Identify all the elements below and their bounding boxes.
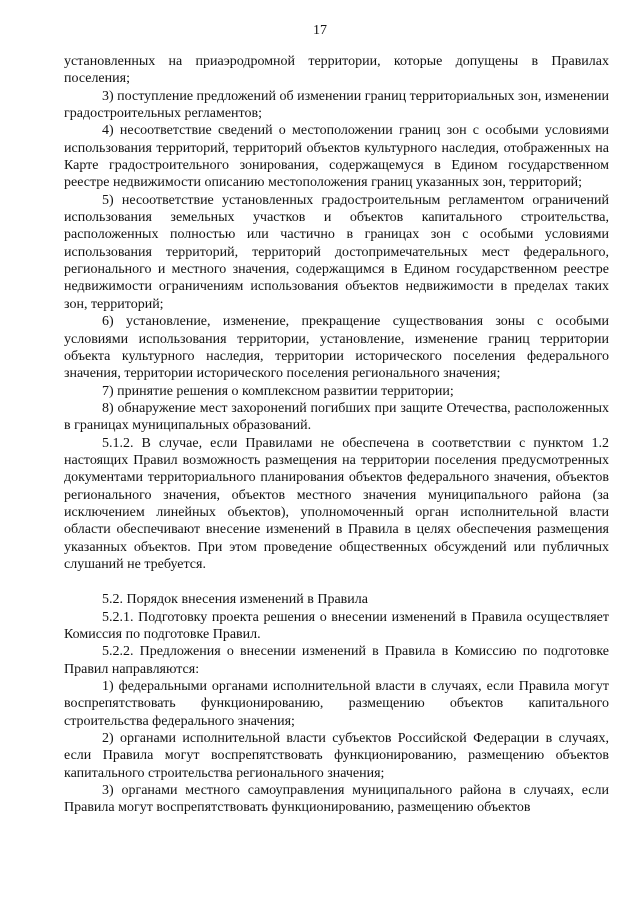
- paragraph: 3) поступление предложений об изменении границ территориальных зон, изменении градостроительных регламентов;: [64, 88, 610, 122]
- paragraph: 8) обнаружение мест захоронений погибших при защите Отечества, расположенных в границах муниципальных образований.: [64, 400, 609, 434]
- paragraph-block-amendment-grounds: [64, 53, 609, 573]
- paragraph: 2) органами исполнительной власти субъектов Российской Федерации в случаях, если Правила могут воспрепятствовать функционированию, размещению объектов капитального строительства регионального значения;: [64, 731, 609, 781]
- document-body: [64, 53, 609, 817]
- paragraph: 5.1.2. В случае, если Правилами не обеспечена в соответствии с пунктом 1.2 настоящих Правил возможность размещения на территории поселения предусмотренных документами территориального планирования объектов федерального значения, объектов регионального значения, объектов местного значения муниципального района (за исключением линейных объектов), уполномоченный орган исполнительной власти области обеспечивают внесение изменений в Правила в целях обеспечения размещения указанных объектов. При этом проведение общественных обсуждений или публичных слушаний не требуется.: [64, 435, 609, 572]
- paragraph: 5.2.1. Подготовку проекта решения о внесении изменений в Правила осуществляет Комиссия по подготовке Правил.: [64, 609, 609, 642]
- paragraph: 7) принятие решения о комплексном развитии территории;: [102, 383, 454, 399]
- paragraph: 5) несоответствие установленных градостроительным регламентом ограничений использования земельных участков и объектов капитального строительства, расположенных полностью или частично в границах зон с особыми условиями использования территорий, территорий достопримечательных мест федерального, регионального и местного значения, содержащимся в Едином государственном реестре недвижимости ограничениям использования объектов недвижимости в пределах таких зон, территорий;: [64, 192, 609, 312]
- paragraph: 6) установление, изменение, прекращение существования зоны с особыми условиями использования территории, установление, изменение границ территории объекта культурного наследия, территории исторического поселения федерального значения, территории исторического поселения регионального значения;: [64, 314, 609, 382]
- paragraph: установленных на приаэродромной территории, которые допущены в Правилах поселения;: [64, 54, 609, 87]
- page-number: 17: [313, 23, 327, 38]
- paragraph-block-amendment-procedure: [64, 591, 609, 816]
- paragraph: 5.2.2. Предложения о внесении изменений в Правила в Комиссию по подготовке Правил направляются:: [64, 644, 609, 677]
- paragraph: 4) несоответствие сведений о местоположении границ зон с особыми условиями использования территорий, территорий объектов культурного наследия, отображенных на Карте градостроительного зонирования, содержащемуся в Едином государственном реестре недвижимости описанию местоположения границ указанных зон, территорий;: [64, 123, 609, 191]
- paragraph: 5.2. Порядок внесения изменений в Правила: [102, 592, 368, 608]
- paragraph: 1) федеральными органами исполнительной власти в случаях, если Правила могут воспрепятствовать функционированию, размещению объектов капитального строительства федерального значения;: [64, 679, 609, 729]
- section-gap: [64, 573, 609, 591]
- paragraph: 3) органами местного самоуправления муниципального района в случаях, если Правила могут воспрепятствовать функционированию, размещению объектов: [64, 783, 609, 816]
